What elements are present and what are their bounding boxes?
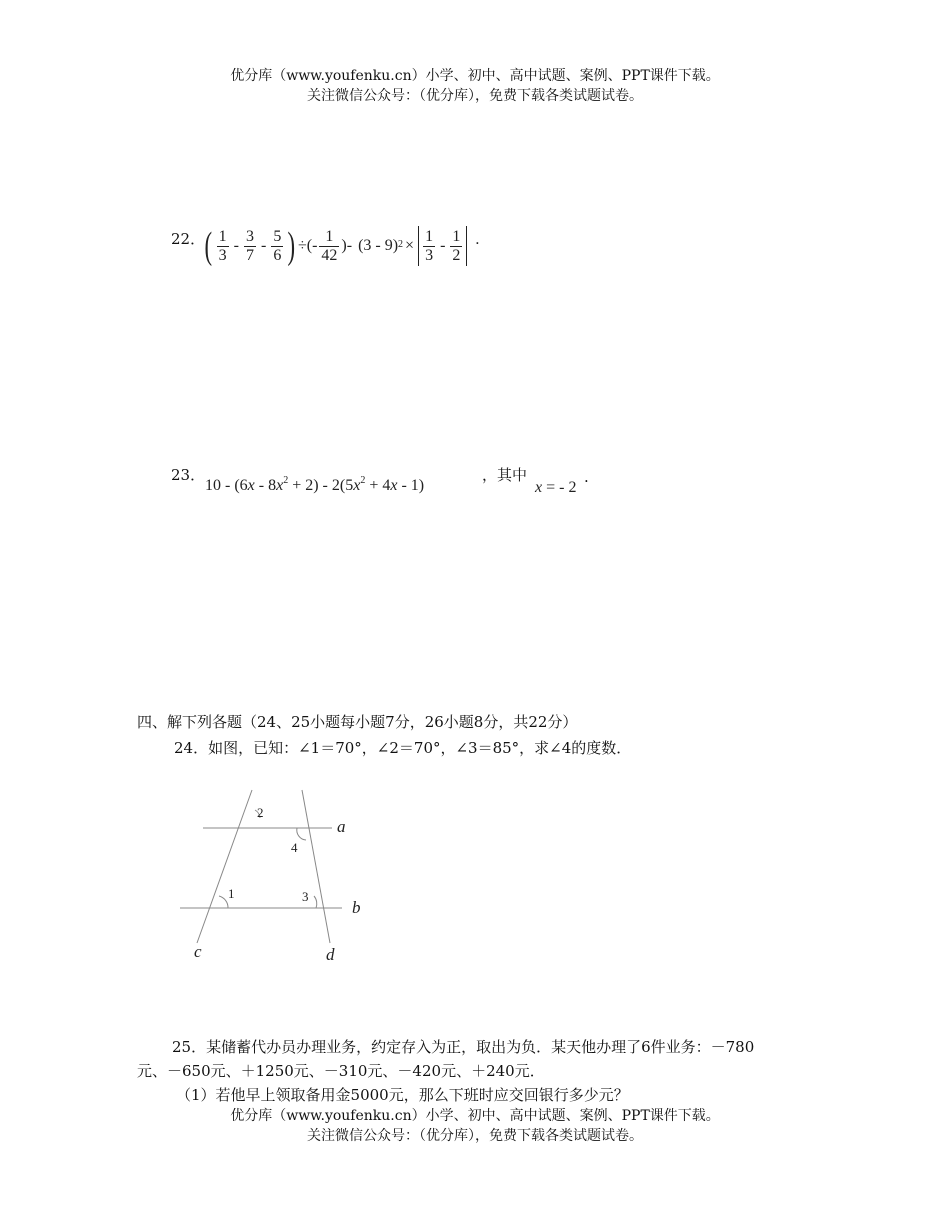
q24-figure <box>170 780 390 980</box>
right-paren: ) <box>287 225 296 267</box>
q25-sub-1: （1）若他早上领取备用金5000元，那么下班时应交回银行多少元？ <box>176 1086 629 1104</box>
angle-4-arc <box>297 828 306 840</box>
line-d <box>302 790 330 943</box>
q22-fraction-4: $\frac{1}{42}$ <box>321 227 338 264</box>
q22-power-exp: 2 <box>398 238 404 250</box>
line-c <box>197 790 252 943</box>
q22-power-base: (3 - 9) <box>358 237 399 254</box>
q22-number: 22． <box>171 230 206 248</box>
q23-number: 23． <box>171 466 206 484</box>
abs-bar-right <box>466 226 467 266</box>
header-line-1: 优分库（www.youfenku.cn）小学、初中、高中试题、案例、PPT课件下载。 <box>230 68 720 84</box>
label-angle-2: 2 <box>257 805 264 820</box>
q23-exp-2: 2 <box>360 475 366 486</box>
q22-end: . <box>475 231 480 248</box>
abs-bar-left <box>418 226 419 266</box>
q22-expression: ( $\frac{1}{3}$ - $\frac{3}{7}$ - $\frac{5}{6}$ ) ÷(- $\frac{1}{42}$ )- (3 - 9) 2 × $\frac{1}{3}$ - $\frac{1}{2}$ . <box>204 225 480 267</box>
q23-part-a: 10 - (6 <box>205 477 248 494</box>
label-d: d <box>326 945 335 964</box>
header-line-2: 关注微信公众号：（优分库），免费下载各类试题试卷。 <box>307 88 643 104</box>
angle-3-arc <box>314 896 317 908</box>
q24-text: 24．如图，已知：∠1＝70°，∠2＝70°，∠3＝85°，求∠4的度数． <box>174 739 632 757</box>
q22-fraction-6: $\frac{1}{2}$ <box>452 227 461 264</box>
section-4-title: 四、解下列各题（24、25小题每小题7分，26小题8分，共22分） <box>137 713 578 731</box>
q23-part-e: - 1) <box>397 477 425 494</box>
q22-after-f4: )- <box>341 237 353 254</box>
q22-fraction-3: $\frac{5}{6}$ <box>273 227 282 264</box>
label-angle-4: 4 <box>291 840 298 855</box>
footer-line-1: 优分库（www.youfenku.cn）小学、初中、高中试题、案例、PPT课件下载。 <box>230 1108 720 1124</box>
q23-expression <box>205 477 424 495</box>
q23-part-b: - 8 <box>254 477 277 494</box>
label-a: a <box>337 817 346 836</box>
q22-fraction-5: $\frac{1}{3}$ <box>425 227 434 264</box>
q23-var-x-1: x <box>247 477 255 494</box>
footer-line-2: 关注微信公众号：（优分库），免费下载各类试题试卷。 <box>307 1128 643 1144</box>
q23-var-x-4: x <box>390 477 398 494</box>
q22-fraction-2: $\frac{3}{7}$ <box>245 227 254 264</box>
q23-where: ，其中 <box>482 466 528 484</box>
q23-cond-var: x <box>535 479 543 496</box>
q23-part-d: + 4 <box>365 477 391 494</box>
q22-fraction-1: $\frac{1}{3}$ <box>218 227 227 264</box>
q25-line-2: 元、－650元、＋1250元、－310元、－420元、＋240元． <box>137 1062 545 1080</box>
q22-times: × <box>405 237 415 254</box>
q23-cond-val: = - 2 <box>542 479 577 496</box>
q23-end: . <box>584 468 589 486</box>
q25-line-1: 25．某储蓄代办员办理业务，约定存入为正，取出为负．某天他办理了6件业务：－780 <box>172 1038 755 1056</box>
label-b: b <box>352 898 361 917</box>
label-angle-1: 1 <box>228 886 235 901</box>
label-c: c <box>194 942 202 961</box>
q23-condition <box>535 479 576 497</box>
q23-exp-1: 2 <box>283 475 289 486</box>
angle-1-arc <box>219 896 228 908</box>
label-angle-3: 3 <box>302 889 309 904</box>
q23-var-x-2: x <box>276 477 284 494</box>
q22-div-part: ÷(- <box>297 237 318 254</box>
q23-part-c: + 2) - 2(5 <box>288 477 354 494</box>
q23-var-x-3: x <box>353 477 361 494</box>
left-paren: ( <box>204 225 213 267</box>
